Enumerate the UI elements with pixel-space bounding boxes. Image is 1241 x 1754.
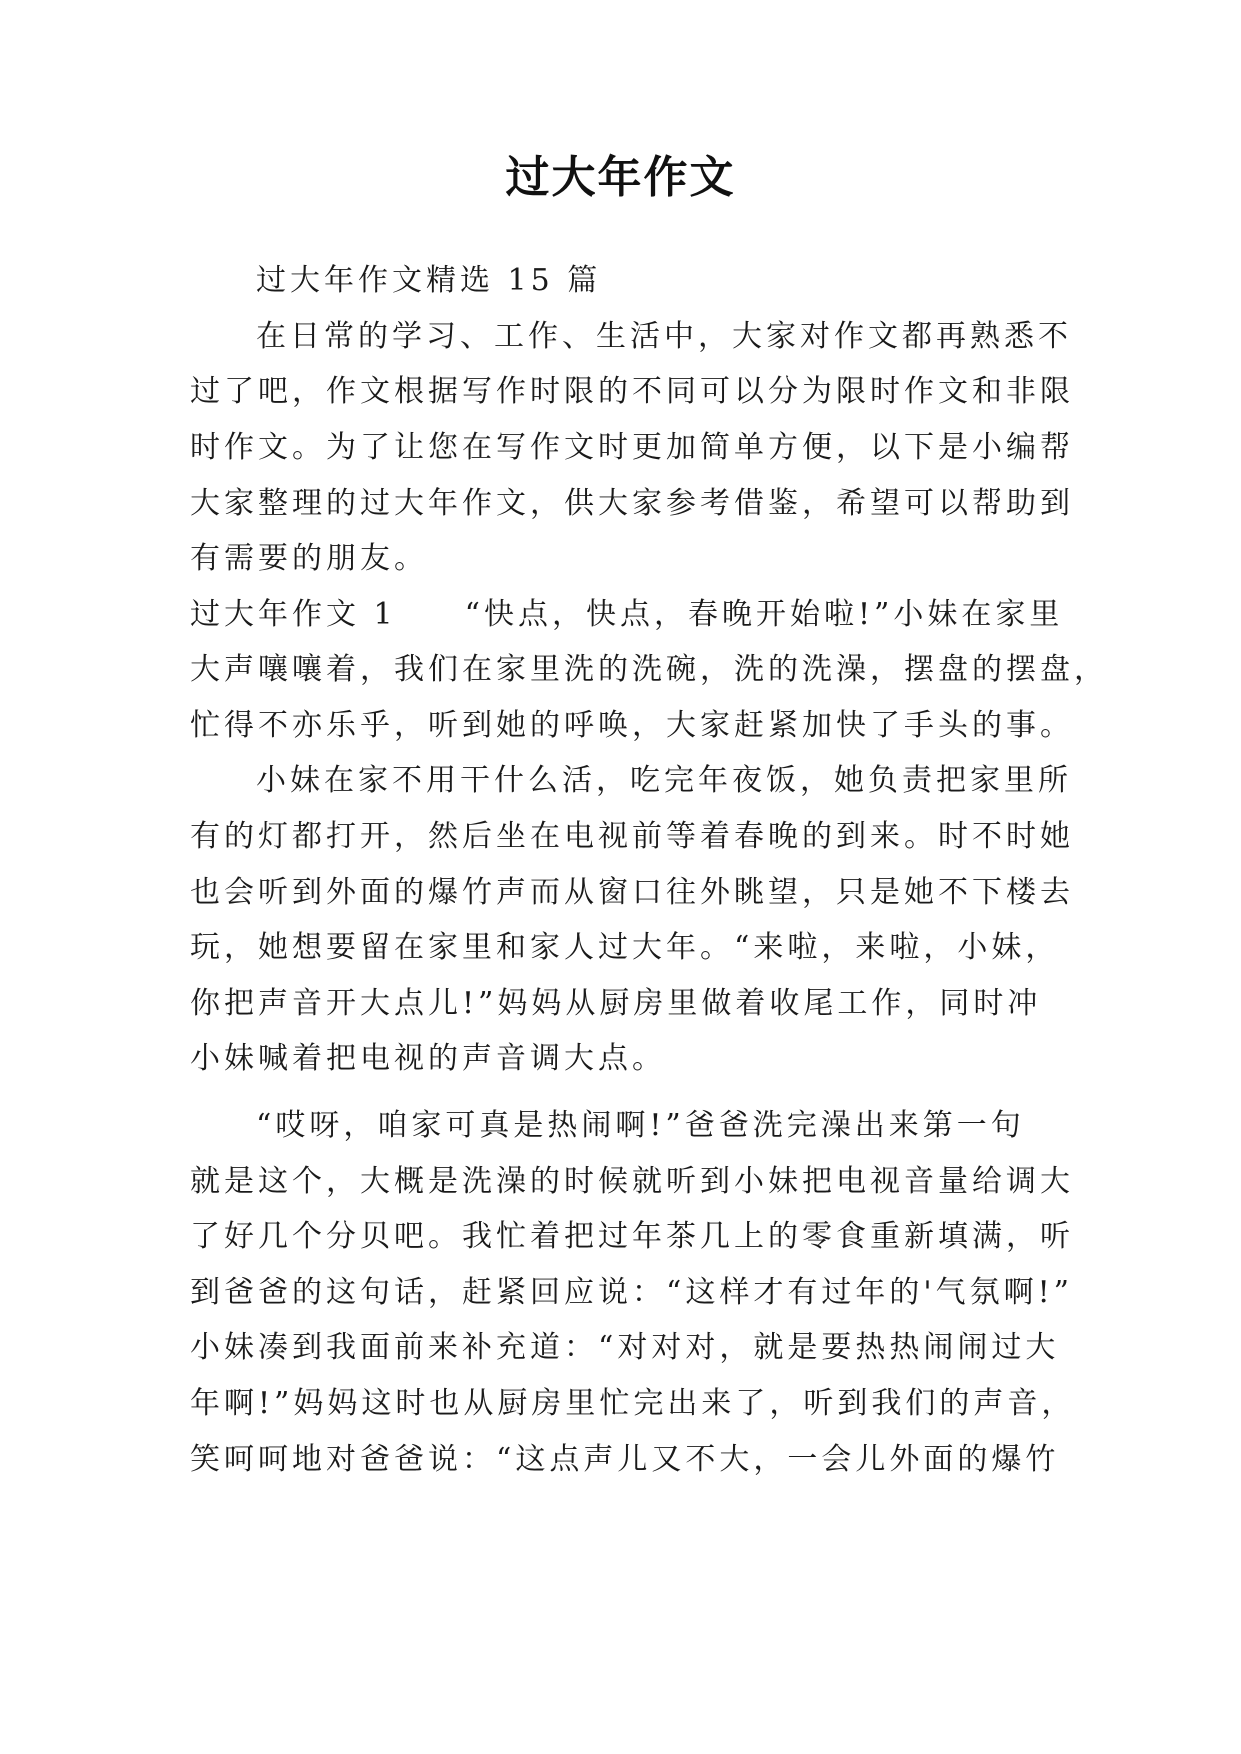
text-line: “哎呀，咱家可真是热闹啊!”爸爸洗完澡出来第一句 bbox=[256, 1108, 1025, 1143]
text-line: 在日常的学习、工作、生活中，大家对作文都再熟悉不 bbox=[256, 319, 1072, 354]
text-line: 年啊!”妈妈这时也从厨房里忙完出来了，听到我们的声音， bbox=[190, 1386, 1076, 1421]
text-line: 时作文。为了让您在写作文时更加简单方便，以下是小编帮 bbox=[190, 430, 1074, 465]
text-line: 大家整理的过大年作文，供大家参考借鉴，希望可以帮助到 bbox=[190, 486, 1074, 521]
text-line: 有的灯都打开，然后坐在电视前等着春晚的到来。时不时她 bbox=[190, 819, 1074, 854]
essay-heading-line: 过大年作文 1 “快点，快点，春晚开始啦!”小妹在家里 bbox=[190, 597, 1064, 632]
text-line: 笑呵呵地对爸爸说：“这点声儿又不大，一会儿外面的爆竹 bbox=[190, 1442, 1060, 1477]
text-line: 大声嚷嚷着，我们在家里洗的洗碗，洗的洗澡，摆盘的摆盘， bbox=[190, 652, 1108, 687]
text-line: 了好几个分贝吧。我忙着把过年茶几上的零食重新填满，听 bbox=[190, 1219, 1074, 1254]
text-line: 就是这个，大概是洗澡的时候就听到小妹把电视音量给调大 bbox=[190, 1164, 1074, 1199]
text-line: 小妹喊着把电视的声音调大点。 bbox=[190, 1041, 666, 1076]
subtitle-line: 过大年作文精选 15 篇 bbox=[256, 263, 602, 298]
text-line: 过了吧，作文根据写作时限的不同可以分为限时作文和非限 bbox=[190, 374, 1074, 409]
text-line: 你把声音开大点儿!”妈妈从厨房里做着收尾工作，同时冲 bbox=[190, 986, 1042, 1021]
text-line: 小妹在家不用干什么活，吃完年夜饭，她负责把家里所 bbox=[256, 763, 1072, 798]
text-line: 有需要的朋友。 bbox=[190, 541, 428, 576]
text-line: 玩，她想要留在家里和家人过大年。“来啦，来啦，小妹， bbox=[190, 930, 1060, 965]
text-line: 小妹凑到我面前来补充道：“对对对，就是要热热闹闹过大 bbox=[190, 1330, 1060, 1365]
text-line: 到爸爸的这句话，赶紧回应说：“这样才有过年的'气氛啊!” bbox=[190, 1275, 1073, 1310]
text-line: 也会听到外面的爆竹声而从窗口往外眺望，只是她不下楼去 bbox=[190, 875, 1074, 910]
text-line: 忙得不亦乐乎，听到她的呼唤，大家赶紧加快了手头的事。 bbox=[190, 708, 1074, 743]
page-title: 过大年作文 bbox=[505, 152, 736, 203]
